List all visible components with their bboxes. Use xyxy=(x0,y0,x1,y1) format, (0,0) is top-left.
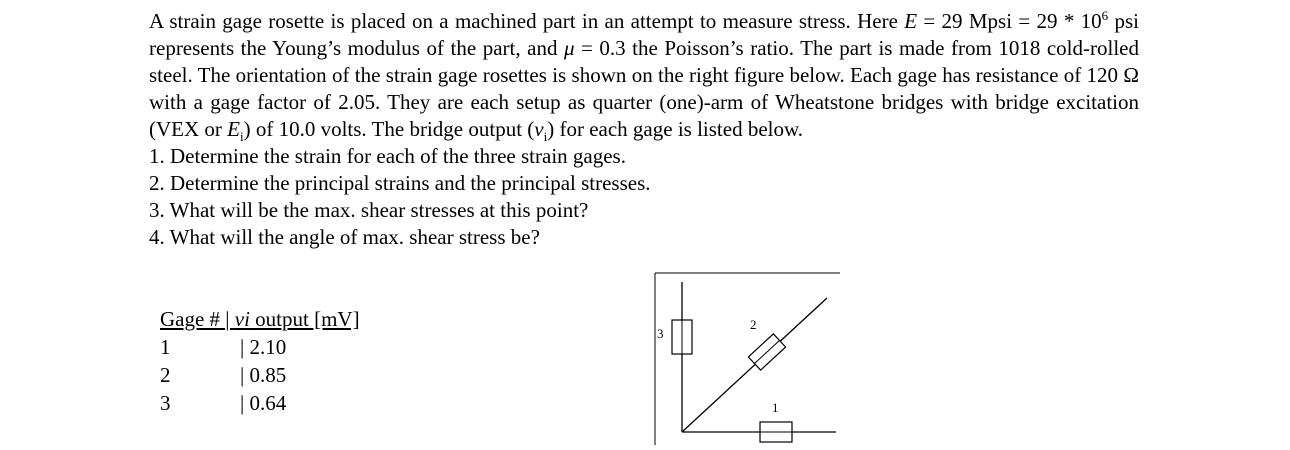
question-item: 1. Determine the strain for each of the three strain gages. xyxy=(149,144,626,168)
excitation-subscript: i xyxy=(239,129,244,145)
gage-number: 2 xyxy=(160,363,171,387)
problem-text-5: ) of 10.0 volts. The bridge output ( xyxy=(243,117,535,141)
gage-output: | 0.64 xyxy=(240,391,287,415)
poisson-ratio-symbol: μ xyxy=(563,36,575,60)
table-row xyxy=(160,389,360,417)
output-voltage-symbol: v xyxy=(534,117,544,141)
question-list xyxy=(149,143,1139,251)
label-3: 3 xyxy=(657,326,664,341)
problem-text-3: psi represents the Young’s modulus of the part, and xyxy=(149,9,1139,60)
header-output: output [mV] xyxy=(249,307,360,331)
gage-output: | 2.10 xyxy=(240,335,287,359)
question-item: 3. What will be the max. shear stresses at this point? xyxy=(149,198,589,222)
youngs-modulus-symbol: E xyxy=(904,9,918,33)
problem-text-2: = 29 Mpsi = 29 * 10 xyxy=(917,9,1102,33)
gage-number: 1 xyxy=(160,335,171,359)
problem-paragraph xyxy=(149,8,1139,143)
rosette-figure xyxy=(652,270,852,448)
label-1: 1 xyxy=(772,400,779,415)
gage-output-table xyxy=(160,305,360,417)
table-header xyxy=(160,305,360,333)
gage-number: 3 xyxy=(160,391,171,415)
question-item: 4. What will the angle of max. shear stress be? xyxy=(149,225,540,249)
exponent: 6 xyxy=(1101,8,1109,23)
problem-statement xyxy=(149,8,1139,251)
problem-text-4: = 0.3 the Poisson’s ratio. The part is made from 1018 cold-rolled steel. The orientation of the strain gage rosettes is shown on the right figure below. Each gage has resistance of 120 Ω with a gage factor of 2.05. They are each setup as quarter (one)-arm of Wheatstone bridges with bridge excitation (VEX or xyxy=(149,36,1139,141)
table-row xyxy=(160,361,360,389)
header-gage: Gage # | xyxy=(160,307,235,331)
header-vi: vi xyxy=(234,307,250,331)
gage-output: | 0.85 xyxy=(240,363,287,387)
problem-text-6: ) for each gage is listed below. xyxy=(547,117,804,141)
label-2: 2 xyxy=(750,317,757,332)
excitation-symbol: E xyxy=(227,117,240,141)
question-item: 2. Determine the principal strains and the principal stresses. xyxy=(149,171,651,195)
table-row xyxy=(160,333,360,361)
output-voltage-subscript: i xyxy=(543,129,548,145)
problem-text-1: A strain gage rosette is placed on a machined part in an attempt to measure stress. Here xyxy=(149,9,905,33)
